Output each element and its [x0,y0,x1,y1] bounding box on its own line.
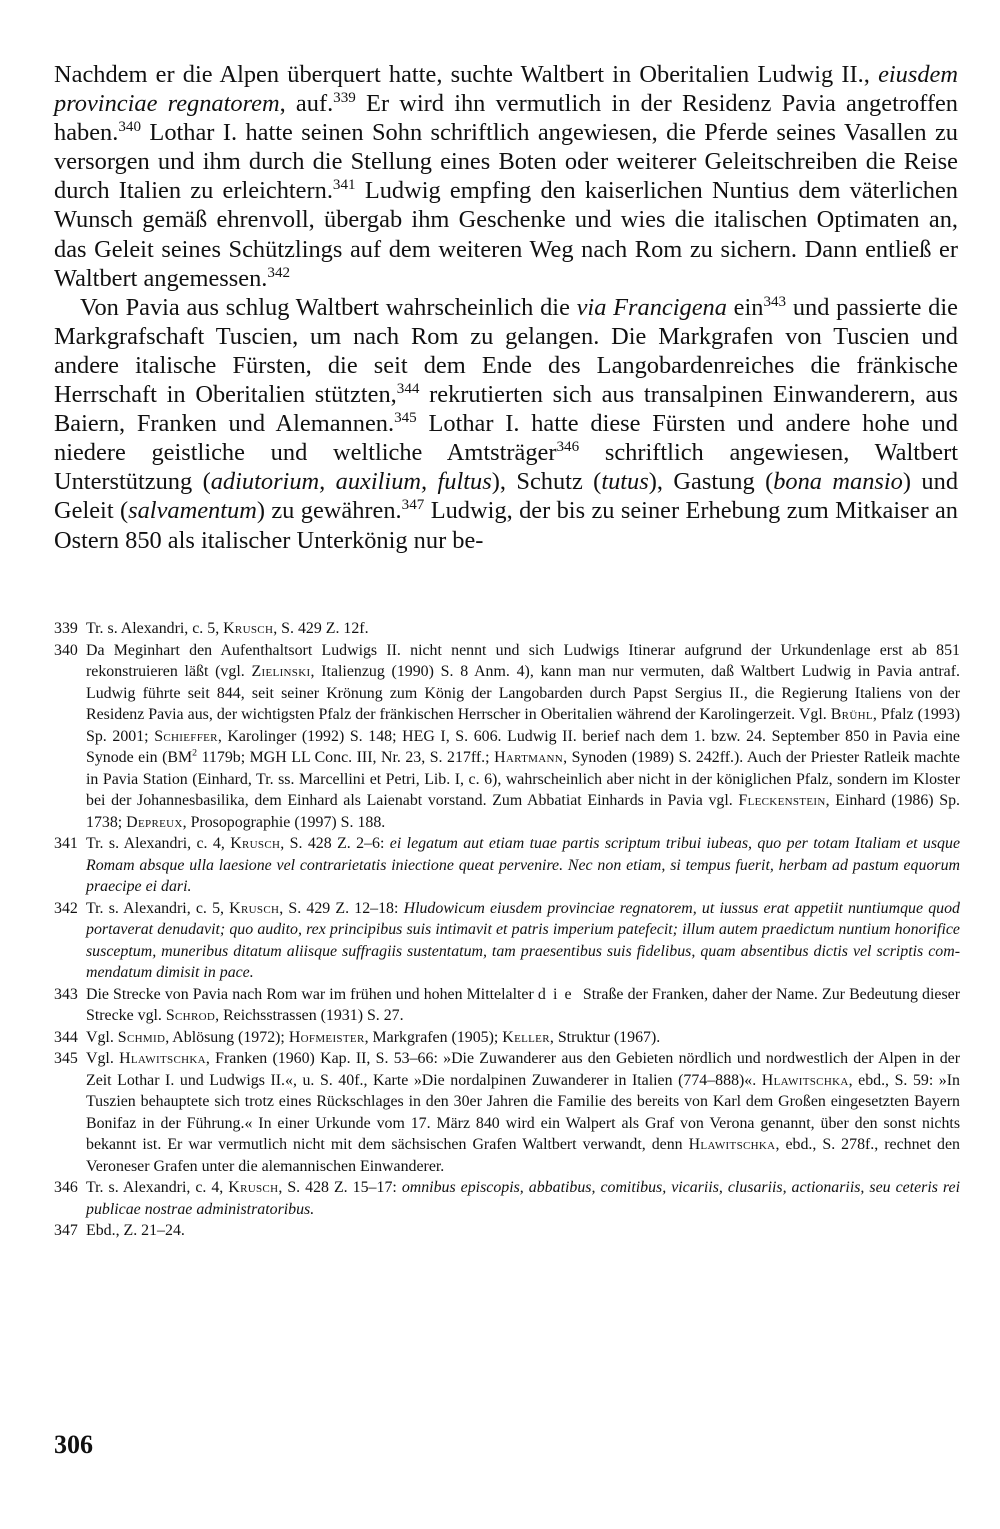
text-run: , S. 429 Z. 12f. [273,620,369,637]
footnote-text [86,1220,960,1242]
footnote-ref-346: 346 [556,439,580,456]
text-run: , S. 429 Z. 12–18: [279,899,404,917]
text-run: , Einhard (1986) Sp. 1738; [86,792,960,831]
text-run: , auf. [279,90,334,118]
text-run: Vgl. [86,1028,118,1046]
author-name: Hartmann [494,749,564,766]
text-run: , Pfalz (1993) Sp. 2001; [86,706,960,745]
text-run: , Italienzug (1990) S. 8 Anm. 4), kann man nur vermuten, daß Waltbert Ludwig in Pavia antraf. Ludwig führte seit 844, seit seiner Krönung zum König der Langobarden durch Papst Sergius II., die Regierung Italiens von der Residenz Pavia aus, der wichtigsten Pfalz der fränkischen Herrscher in Oberitalien während der Karolingerzeit. Vgl. [86,663,960,723]
text-run: Lothar I. hatte seinen Sohn schriftlich angewiesen, die Pferde seines Vasallen zu versorgen und ihm durch die Stellung eines Boten oder weiterer Geleitschreiben die Reise durch Italien zu erleichtern. [54,119,958,205]
footnote-ref-340: 340 [118,119,142,136]
text-run: , ebd., S. 59: »In Tuszien behauptete sich trotz eines Rückschlages in den 30er Jahren die Familie des bereits von Karl dem Großen eingesetzten Bayern Bonifaz in der Führung.« In einer Urkunde vom 17. März 840 wird ein Walpert als Graf von Verona genannt, über den sonst nichts bekannt ist. Er war vermutlich nicht mit dem sächsischen Grafen Waltbert verwandt, denn [86,1071,960,1153]
italic-phrase: salvamentum [128,497,257,525]
italic-phrase: tutus [601,468,649,496]
footnote-text [86,984,960,1027]
paragraph-1 [54,60,958,293]
footnote-number: 346 [54,1179,78,1196]
author-name: Krusch [223,620,274,637]
text-run: , Franken (1960) Kap. II, S. 53–66: »Die Zuwanderer aus den Gebieten nördlich und nordwestlich der Alpen in der Zeit Lothar I. und Ludwigs II.«, u. S. 40f., Karte »Die nordalpinen Zuwanderer in Italien (774–888)«. [86,1050,960,1089]
latin-quote: Hludowicum eiusdem provinciae regnatorem, ut iussus erat appetiit nuntiumque quod portaverat denudavit; quo audito, rex principibus suis intimavit et patris imperium patefecit; illum autem praedictum nuntium honorifice susceptum, muneribus ditatum aliisque suffragiis sustentatum, tam praesentibus suis fidelibus, quam absentibus dictis vel scriptis commendatum dimisit in pace. [86,899,960,981]
footnote-number: 343 [54,985,78,1003]
text-run: , S. 428 Z. 2–6: [280,835,390,852]
text-run: ) zu gewähren. [256,497,402,525]
footnote-344 [54,1027,960,1049]
footnote-text [86,1027,960,1049]
footnote-text [86,640,960,834]
text-run: schriftlich angewiesen, Waltbert Unterstützung ( [54,439,958,496]
page-number: 306 [54,1430,93,1459]
text-run: ), Schutz ( [491,468,602,496]
text-run: Nachdem er die Alpen überquert hatte, suchte Waltbert in Oberitalien Ludwig II., [54,61,879,88]
main-text [54,60,958,555]
text-run: Tr. s. Alexandri, c. 5, [86,899,230,917]
text-run: Lothar I. hatte diese Fürsten und andere hohe und niedere geistliche und weltliche Amtsträger [54,410,959,467]
text-run: Tr. s. Alexandri, c. 4, [86,835,231,852]
author-name: Krusch [230,835,281,852]
latin-quote: omnibus episcopis, abbatibus, comitibus, vicariis, clusariis, actionariis, seu ceteris rei publicae nostrae administratoribus. [86,1179,960,1218]
text-run: rekrutierten sich aus transalpinen Einwanderern, aus Baiern, Franken und Alemannen. [54,381,958,438]
text-run: , Karolinger (1992) S. 148; HEG I, S. 606. Ludwig II. berief nach dem 1. bzw. 24. September 850 in Pavia eine Synode ein (BM [86,727,960,766]
text-run: , Synoden (1989) S. 242ff.). Auch der Priester Ratleik machte in Pavia Station (Einhard, Tr. ss. Marcellini et Petri, Lib. I, c. 6), wahrscheinlich aber nicht in der königlichen Pfalz, sondern im Kloster bei der Johannesbasilika, dem Einhard als Laienabt vorstand. Zum Abbatiat Einhards in Pavia vgl. [86,749,960,809]
author-name: Depreux [126,813,183,831]
author-name: Schmid [117,1028,166,1046]
author-name: Hlawitschka [688,1136,776,1153]
text-run: , Prosopographie (1997) S. 188. [182,813,386,831]
author-name: Hofmeister [288,1028,365,1046]
latin-quote: ei legatum aut etiam tuae partis scriptum tribui iubeas, quo per totam Italiam et usque Romam absque ulla laesione vel contrarietatis iniectione queat pervenire. Nec non etiam, si tempus fuerit, herbam ad pastum equorum praecipe ei dari. [86,835,960,895]
text-run: ), Gastung ( [648,468,774,496]
footnote-340 [54,640,960,834]
text-run: Die Strecke von Pavia nach Rom war im frühen und hohen Mittelalter [86,985,538,1003]
author-name: Krusch [228,1179,279,1196]
author-name: Schieffer [154,727,218,745]
text-run: , Reichsstrassen (1931) S. 27. [215,1007,404,1024]
footnote-ref-344: 344 [396,380,420,397]
italic-phrase: adiutorium, auxilium, fultus [210,468,492,496]
text-run: Vgl. [86,1050,120,1067]
footnote-341 [54,833,960,898]
text-run: Ludwig, der bis zu seiner Erhebung zum Mitkaiser an Ostern 850 als italischer Unterkönig nur be- [54,497,958,554]
author-name: Schrod [165,1007,216,1024]
text-run: Von Pavia aus schlug Waltbert wahrscheinlich die [80,293,577,321]
footnote-number: 340 [54,641,78,659]
italic-phrase: eiusdem provinciae regnatorem [54,61,958,118]
footnote-text [86,1048,960,1177]
text-run: und passierte die Markgrafschaft Tuscien, um nach Rom zu gelangen. Die Markgrafen von Tuscien und andere italische Fürsten, die seit dem Ende des Langobardenreiches die fränkische Herrschaft in Oberitalien stützten, [54,293,958,409]
text-run: Tr. s. Alexandri, c. 4, [86,1179,229,1196]
footnote-number: 344 [54,1028,78,1046]
text-run: Ebd., Z. 21–24. [86,1222,185,1239]
footnote-text [86,618,960,640]
text-run: Tr. s. Alexandri, c. 5, [86,620,224,637]
italic-phrase: bona mansio [773,468,903,496]
author-name: Zielinski [251,663,311,680]
text-run: , Markgrafen (1905); [364,1028,503,1046]
footnotes [54,618,960,1242]
author-name: Hlawitschka [761,1071,849,1089]
superscript: 2 [192,747,198,759]
footnote-347 [54,1220,960,1242]
author-name: Hlawitschka [119,1050,206,1067]
footnote-ref-342: 342 [267,264,291,281]
footnote-ref-347: 347 [401,497,425,514]
footnote-343 [54,984,960,1027]
footnote-number: 339 [54,620,78,637]
footnote-number: 341 [54,835,78,852]
footnote-ref-341: 341 [332,177,356,194]
footnote-346 [54,1177,960,1220]
author-name: Krusch [229,899,280,917]
author-name: Keller [502,1028,550,1046]
text-run: ) und Geleit ( [54,468,959,525]
text-run: 1179b; MGH LL Conc. III, Nr. 23, S. 217ff.; [197,749,495,766]
footnote-text [86,1177,960,1220]
paragraph-2 [54,293,958,555]
footnote-ref-339: 339 [333,89,356,106]
text-run: Ludwig empfing den kaiserlichen Nuntius dem väterlichen Wunsch gemäß ehrenvoll, übergab ihm Geschenke und wies die italischen Optimaten an, das Geleit seines Schützlings auf dem weiteren Weg nach Rom zu sichern. Dann entließ er Waltbert angemessen. [54,177,959,292]
text-run: , S. 428 Z. 15–17: [278,1179,402,1196]
spaced-emphasis: die [537,985,579,1003]
italic-phrase: via Francigena [576,293,727,321]
text-run: , ebd., S. 278f., rechnet den Veroneser Grafen unter die alemannischen Einwanderer. [86,1136,960,1175]
footnote-text [86,833,960,898]
footnote-342 [54,898,960,984]
text-run: , Ablösung (1972); [165,1028,289,1046]
text-run: ein [726,293,764,321]
footnote-339 [54,618,960,640]
author-name: Brühl [830,706,873,723]
footnote-number: 345 [54,1050,78,1067]
footnote-text [86,898,960,984]
footnote-number: 342 [54,899,78,917]
footnote-number: 347 [54,1222,78,1239]
text-run: , Struktur (1967). [549,1028,661,1046]
text-run: Er wird ihn vermutlich in der Residenz Pavia angetroffen haben. [54,90,958,147]
text-run: Da Meginhart den Aufenthaltsort Ludwigs II. nicht nennt und sich Ludwigs Itinerar aufgrund der Urkundenlage erst ab 851 rekonstruieren läßt (vgl. [86,641,960,680]
footnote-345 [54,1048,960,1177]
footnote-ref-345: 345 [394,410,417,426]
text-run: Straße der Franken, daher der Name. Zur Bedeutung dieser Strecke vgl. [86,985,960,1024]
author-name: Fleckenstein [738,792,826,809]
footnote-ref-343: 343 [763,293,787,310]
